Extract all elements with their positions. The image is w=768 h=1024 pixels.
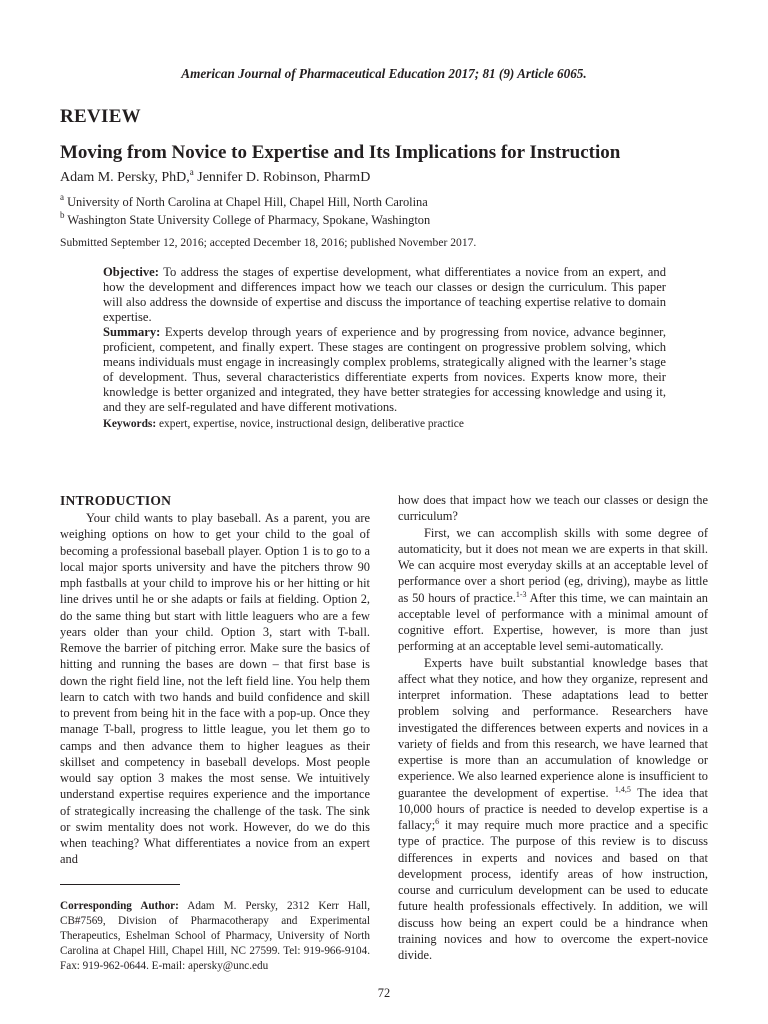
affiliation-b <box>60 210 431 228</box>
objective-label: Objective: <box>103 265 159 279</box>
author-2: Jennifer D. Robinson, PharmD <box>193 170 371 185</box>
journal-header <box>0 66 768 82</box>
summary-label: Summary: <box>103 325 161 339</box>
footnote-divider <box>60 884 180 885</box>
corresponding-author-note <box>60 899 370 974</box>
abstract <box>103 265 666 432</box>
p3-text-b: The idea that 10,000 hours of practice is needed to develop expertise is a fallacy; <box>398 785 708 832</box>
citation-6: 6 <box>435 817 440 826</box>
abstract-summary <box>103 325 666 415</box>
affiliation-b-text: Washington State University College of Pharmacy, Spokane, Washington <box>64 213 431 227</box>
journal-name: American Journal of Pharmaceutical Education <box>181 66 446 81</box>
submission-dates: Submitted September 12, 2016; accepted December 18, 2016; published November 2017. <box>60 236 477 249</box>
abstract-keywords <box>103 417 666 432</box>
author-1: Adam M. Persky, PhD, <box>60 170 190 185</box>
objective-text: To address the stages of expertise development, what differentiates a novice from an expert, and how the development and differences impact how we teach our classes or design the curriculum. This paper will also address the downside of expertise and discuss the importance of teaching expertise relative to domain expertise. <box>103 265 666 324</box>
citation-1-4-5: 1,4,5 <box>614 784 631 794</box>
summary-text: Experts develop through years of experience and by progressing from novice, advance beginner, proficient, competent, and finally expert. These stages are contingent on progressive problem solving, which means individuals must engage in increasingly complex problems, strategically aligned with the learner’s stage of development. Thus, several characteristics differentiate experts from novices. Experts know more, their knowledge is better organized and integrated, they have better strategies for accessing knowledge and using it, and they are self-regulated and have different motivations. <box>103 325 666 414</box>
p2-text-a: First, we can accomplish skills with some degree of automaticity, but it does not mean we are experts in that skill. We can acquire most everyday skills at an acceptable level of performance over a short period (eg, driving), maybe as little as 50 hours of practice. <box>398 525 708 605</box>
right-column <box>398 492 708 963</box>
affiliation-a-text: University of North Carolina at Chapel Hill, Chapel Hill, North Carolina <box>64 195 428 209</box>
section-label: REVIEW <box>60 106 141 127</box>
affiliation-a-mark: a <box>60 192 64 202</box>
author-1-affil-mark: a <box>189 167 194 177</box>
article-title: Moving from Novice to Expertise and Its Implications for Instruction <box>60 142 621 163</box>
affiliation-a <box>60 192 428 210</box>
intro-paragraph-2 <box>398 525 708 655</box>
corresponding-label: Corresponding Author: <box>60 900 179 912</box>
keywords-text: expert, expertise, novice, instructional design, deliberative practice <box>156 418 464 430</box>
intro-paragraph-1-continued: how does that impact how we teach our classes or design the curriculum? <box>398 493 708 524</box>
intro-paragraph-3 <box>398 655 708 964</box>
introduction-heading: INTRODUCTION <box>60 493 172 508</box>
keywords-label: Keywords: <box>103 418 157 430</box>
affiliation-b-mark: b <box>60 210 65 220</box>
p2-text-b: After this time, we can maintain an acceptable level of performance with a minimal amount of cognitive effort. Expertise, however, is more than just performing at an acceptable level semi-automatically. <box>398 590 709 654</box>
corresponding-text: Adam M. Persky, 2312 Kerr Hall, CB#7569, Division of Pharmacotherapy and Experimental Therapeutics, Eshelman School of Pharmacy, University of North Carolina at Chapel Hill, Chapel Hill, NC 27599. Tel: 919-966-9104. Fax: 919-962-0644. E-mail: apersky@unc.edu <box>60 900 370 972</box>
p3-text-a: Experts have built substantial knowledge bases that affect what they notice, and how they organize, represent and interpret information. These adaptations lead to better problem solving and performance. Researchers have investigated the differences between experts and novices in a variety of fields and from this research, we have learned that expertise is more than an accumulation of knowledge or experience. We also learned experience alone is insufficient to guarantee the development of expertise. <box>398 655 708 800</box>
left-column <box>60 492 370 868</box>
journal-citation: 2017; 81 (9) Article 6065. <box>448 66 587 81</box>
intro-paragraph-1: Your child wants to play baseball. As a parent, you are weighing options on how to get your child to the goal of becoming a professional baseball player. Option 1 is to go to a local major sports university and have the pitchers throw 90 mph fastballs at your child to improve his or her hitting or hit line drives until he or she adapts or fails at fielding. Option 2, do the same thing but start with little leaguers who are a few years older than your child. Option 3, start with T-ball. Remove the barrier of pitching error. Make sure the basics of hitting and running the bases are down – that first base is down the right field line, not the left field line. You help them learn to catch with two hands and build confidence and skill to prevent from being hit in the face with a pop-up. Once they manage T-ball, progress to little league, you let them go to camps and then advance them to higher leagues as their skillset and competency in baseball develops. Most people would say option 3 makes the most sense. We intuitively understand expertise requires experience and the importance of strategically increasing the challenge of the task. The sink or swim mentality does not work. However, do we do this when teaching? What differentiates a novice from an expert and <box>60 511 370 867</box>
authors <box>60 167 371 186</box>
citation-1-3: 1-3 <box>515 589 527 599</box>
p3-text-c: it may require much more practice and a specific type of practice. The purpose of this review is to discuss differences in experts and novices and based on that development process, identify areas of how instruction, course and curriculum development can be used to educate future health professionals effectively. In addition, we will discuss how being an expert could be a hindrance when training novices and how to overcome the expert-novice divide. <box>398 818 708 962</box>
abstract-objective <box>103 265 666 325</box>
page-number: 72 <box>377 986 391 1000</box>
